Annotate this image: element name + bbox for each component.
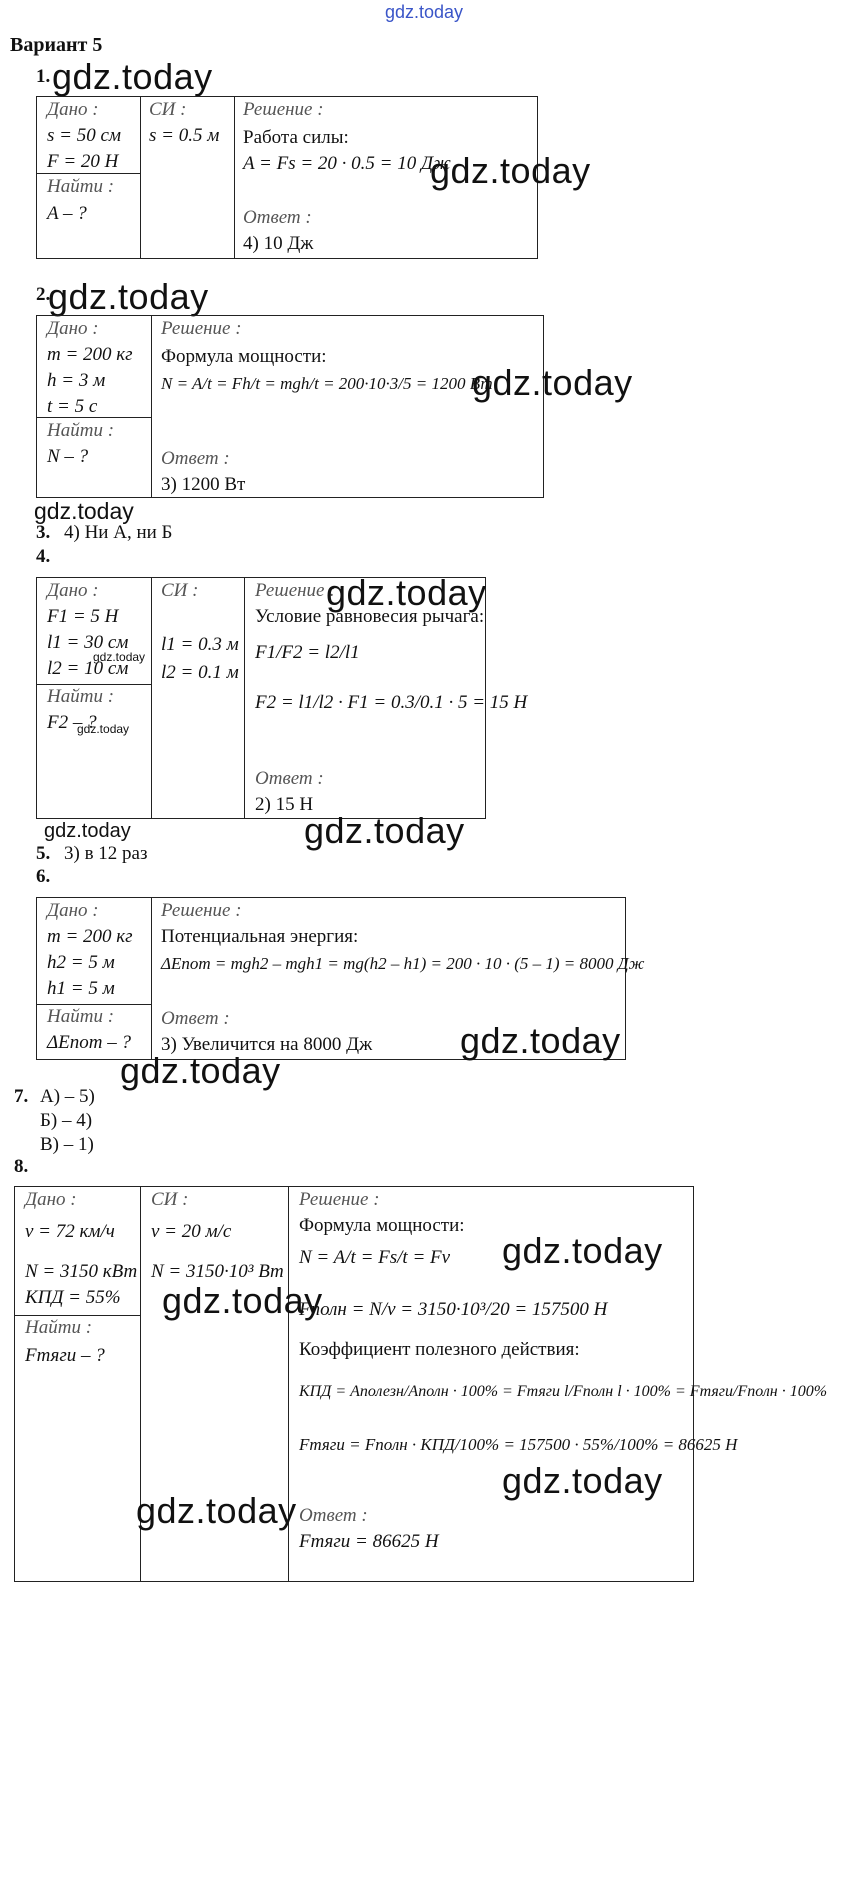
answer: 3) Увеличится на 8000 Дж xyxy=(161,1034,373,1055)
otvet-label: Ответ : xyxy=(161,448,230,469)
find-a: A – ? xyxy=(47,203,87,224)
watermark: gdz.today xyxy=(326,572,487,613)
formula-work: A = Fs = 20 · 0.5 = 10 Дж xyxy=(243,153,451,174)
watermark: gdz.today xyxy=(460,1020,621,1061)
solution-text: Потенциальная энергия: xyxy=(161,926,359,947)
watermark: gdz.today xyxy=(120,1050,281,1091)
naiti-label: Найти : xyxy=(47,686,115,707)
formula-power: N = A/t = Fs/t = Fv xyxy=(299,1247,451,1268)
given-f1: F1 = 5 Н xyxy=(47,606,119,627)
solution-text: Работа силы: xyxy=(243,127,349,148)
watermark: gdz.today xyxy=(48,276,209,317)
formula-power: N = A/t = Fh/t = mgh/t = 200·10·3/5 = 1200 Вт xyxy=(161,374,493,393)
solution-text-2: Коэффициент полезного действия: xyxy=(299,1339,580,1360)
dano-label: Дано : xyxy=(47,580,99,601)
problem-7-answer-b: Б) – 4) xyxy=(40,1110,93,1131)
find-de: ΔEпот – ? xyxy=(47,1032,131,1053)
watermark: gdz.today xyxy=(502,1460,663,1501)
given-h1: h1 = 5 м xyxy=(47,978,115,999)
solution-text: Формула мощности: xyxy=(161,346,327,367)
watermark: gdz.today xyxy=(34,498,134,524)
naiti-label: Найти : xyxy=(25,1317,93,1338)
formula-fpoln: Fполн = N/v = 3150·10³/20 = 157500 Н xyxy=(299,1299,608,1320)
otvet-label: Ответ : xyxy=(299,1505,368,1526)
given-l2: l2 = 10 см xyxy=(47,658,129,679)
given-m: m = 200 кг xyxy=(47,344,133,365)
naiti-label: Найти : xyxy=(47,1006,115,1027)
watermark: gdz.today xyxy=(44,820,131,842)
watermark: gdz.today xyxy=(472,362,633,403)
dano-label: Дано : xyxy=(47,99,99,120)
si-label: СИ : xyxy=(151,1189,189,1210)
problem-3-answer: 4) Ни А, ни Б xyxy=(64,522,173,543)
formula-ratio: F1/F2 = l2/l1 xyxy=(255,642,360,663)
si-label: СИ : xyxy=(149,99,187,120)
watermark: gdz.today xyxy=(304,810,465,851)
si-s: s = 0.5 м xyxy=(149,125,220,146)
answer: 2) 15 Н xyxy=(255,794,314,815)
problem-2-number: 2. xyxy=(36,284,51,305)
reshenie-label: Решение : xyxy=(255,580,336,601)
given-v: v = 72 км/ч xyxy=(25,1221,115,1242)
given-m: m = 200 кг xyxy=(47,926,133,947)
si-label: СИ : xyxy=(161,580,199,601)
find-n: N – ? xyxy=(47,446,89,467)
problem-7-answer-c: В) – 1) xyxy=(40,1134,94,1155)
problem-7-answer-a: А) – 5) xyxy=(40,1086,95,1107)
si-n: N = 3150·10³ Вт xyxy=(151,1261,284,1282)
watermark: gdz.today xyxy=(77,722,130,736)
formula-f2: F2 = l1/l2 · F1 = 0.3/0.1 · 5 = 15 Н xyxy=(255,692,528,713)
dano-label: Дано : xyxy=(47,318,99,339)
watermark: gdz.today xyxy=(430,150,591,191)
given-t: t = 5 с xyxy=(47,396,98,417)
formula-kpd: КПД = Aполезн/Aполн · 100% = Fтяги l/Fполн l · 100% = Fтяги/Fполн · 100% xyxy=(299,1383,828,1400)
given-s: s = 50 см xyxy=(47,125,122,146)
given-n: N = 3150 кВт xyxy=(25,1261,138,1282)
naiti-label: Найти : xyxy=(47,420,115,441)
watermark: gdz.today xyxy=(502,1230,663,1271)
given-h2: h2 = 5 м xyxy=(47,952,115,973)
naiti-label: Найти : xyxy=(47,176,115,197)
otvet-label: Ответ : xyxy=(243,207,312,228)
find-f: Fтяги – ? xyxy=(25,1345,105,1366)
reshenie-label: Решение : xyxy=(161,900,242,921)
dano-label: Дано : xyxy=(47,900,99,921)
problem-2-table xyxy=(36,315,544,498)
given-f: F = 20 Н xyxy=(47,151,119,172)
given-h: h = 3 м xyxy=(47,370,106,391)
watermark: gdz.today xyxy=(93,650,146,664)
answer: Fтяги = 86625 Н xyxy=(299,1531,439,1552)
variant-title: Вариант 5 xyxy=(10,34,103,56)
otvet-label: Ответ : xyxy=(161,1008,230,1029)
given-l1: l1 = 30 см xyxy=(47,632,129,653)
solution-text-1: Формула мощности: xyxy=(299,1215,465,1236)
problem-3-number: 3. xyxy=(36,522,51,543)
dano-label: Дано : xyxy=(25,1189,77,1210)
problem-5-answer: 3) в 12 раз xyxy=(64,843,148,864)
problem-4-number: 4. xyxy=(36,546,51,567)
problem-1-number: 1. xyxy=(36,66,51,87)
si-l2: l2 = 0.1 м xyxy=(161,662,239,683)
otvet-label: Ответ : xyxy=(255,768,324,789)
find-f2: F2 – ? xyxy=(47,712,97,733)
solution-text: Условие равновесия рычага: xyxy=(255,606,485,627)
watermark: gdz.today xyxy=(52,56,213,97)
watermark: gdz.today xyxy=(162,1280,323,1321)
reshenie-label: Решение : xyxy=(161,318,242,339)
formula-ftyagi: Fтяги = Fполн · КПД/100% = 157500 · 55%/100% = 86625 Н xyxy=(299,1435,738,1454)
problem-6-number: 6. xyxy=(36,866,51,887)
reshenie-label: Решение : xyxy=(299,1189,380,1210)
reshenie-label: Решение : xyxy=(243,99,324,120)
answer: 3) 1200 Вт xyxy=(161,474,246,495)
watermark: gdz.today xyxy=(136,1490,297,1531)
problem-7-number: 7. xyxy=(14,1086,29,1107)
given-kpd: КПД = 55% xyxy=(25,1287,121,1308)
problem-8-number: 8. xyxy=(14,1156,29,1177)
answer: 4) 10 Дж xyxy=(243,233,314,254)
si-l1: l1 = 0.3 м xyxy=(161,634,239,655)
formula-energy: ΔEпот = mgh2 – mgh1 = mg(h2 – h1) = 200 · 10 · (5 – 1) = 8000 Дж xyxy=(161,954,645,973)
problem-5-number: 5. xyxy=(36,843,51,864)
site-header[interactable]: gdz.today xyxy=(385,2,464,22)
si-v: v = 20 м/с xyxy=(151,1221,232,1242)
